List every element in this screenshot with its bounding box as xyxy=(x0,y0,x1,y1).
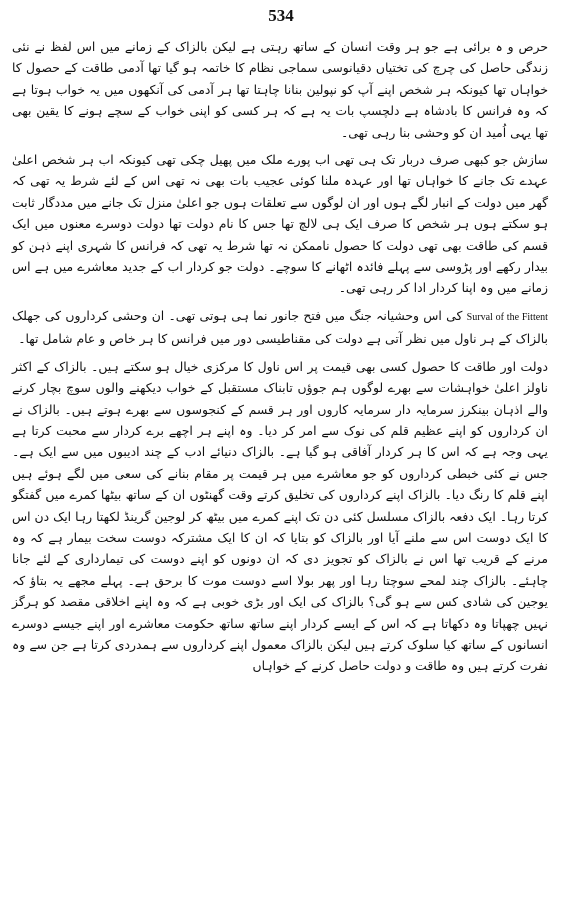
paragraph-survival xyxy=(12,305,548,350)
page-body xyxy=(12,36,548,683)
paragraph-survival-text-before: کی اس وحشیانہ جنگ میں فتح جانور نما ہی ہوتی تھی۔ ان وحشی xyxy=(112,307,463,323)
paragraph-conspiracy: سازش جو کبھی صرف دربار تک ہی تھی اب پورے ملک میں پھیل چکی تھی کیونکہ اب ہر شخص اعلیٰ عہدے تک جانے کا خواہاں تھا اور عہدہ ملنا کوئی عجیب بات بھی نہ تھی اس کے لئے شرط یہ تھی کہ گھر میں دولت کے انبار لگے ہوں اور ان لوگوں سے تعلقات ہوں جو اعلیٰ منزل تک جانے میں مددگار ثابت ہو سکتے ہوں ہر شخص کا صرف ایک ہی لالچ تھا جس کا نام دولت تھا دولت دوسرے معنوں میں ایک قسم کی طاقت بھی تھی دولت کا حصول ناممکن نہ تھا شرط یہ تھی کہ فرانس کا شہری اپنے ذہن کو بیدار رکھے اور پڑوسی سے پہلے فائدہ اٹھانے کا سوچے۔ دولت جو کردار اب کے جدید معاشرے میں ہے اس زمانے میں وہ اپنا کردار ادا کر رہی تھی۔ xyxy=(12,152,548,296)
page-number: 534 xyxy=(268,6,294,25)
paragraph-survival-text-after: کرداروں کی جھلک بالزاک کے ہر ناول میں نظر آتی ہے دولت کی مقناطیسی دور میں فرانس کا ہر خاص و عام شامل تھا۔ xyxy=(12,307,548,347)
paragraph-wealth-power: دولت اور طاقت کا حصول کسی بھی قیمت پر اس ناول کا مرکزی خیال ہو سکتے ہیں۔ بالزاک کے اکثر ناولز اعلیٰ خواہشات سے بھرے لوگوں ہم جوؤں تابناک مستقبل کے خواب دیکھنے والوں سوچ بچار کرنے والے اذہان بینکرز سرمایہ دار سرمایہ کاروں اور ہر قسم کے کنجوسوں سے بھرے ہوتے ہیں۔ بالزاک نے ان کرداروں کو اپنے عظیم قلم کی نوک سے امر کر دیا۔ وہ اپنے ہر اچھے برے کردار سے محبت کرتا ہے یہی وجہ ہے کہ اس کا ہر کردار آفاقی ہو گیا ہے۔ بالزاک دنیائے ادب کے چند ادیبوں میں سے ایک ہے۔ جس نے کئی خبطی کرداروں کو جو معاشرے میں ہر قیمت پر مقام بنانے کی سعی میں لگے ہوئے ہیں اپنے قلم کا رنگ دیا۔ بالزاک اپنے کرداروں کی تخلیق کرتے وقت گھنٹوں ان کے ساتھ بیٹھا کمرے میں گفتگو کرتا رہا۔ ایک دفعہ بالزاک مسلسل کئی دن تک اپنے کمرے میں بیٹھ کر لوجین گرینڈ لکھتا رہا ایک دن اس کا ایک دوست اس سے ملنے آیا اور بالزاک کو بتایا کہ ان کا ایک مشترکہ دوست سخت بیمار ہے کہ وہ مرنے کے قریب تھا اس نے بالزاک کو تجویز دی کہ ان دونوں کو اپنے دوست کی تیمارداری کے لئے جانا چاہئے۔ بالزاک چند لمحے سوچتا رہا اور پھر بولا اسے دوست موت کا برحق ہے۔ پہلے مجھے یہ بتاؤ کہ یوجین کی شادی کس سے ہو گی؟ بالزاک کی ایک اور بڑی خوبی ہے کہ وہ اپنے اخلاقی مقصد کو ہرگز نہیں چھپاتا وہ دکھاتا ہے کہ اس کے ایسے کردار اپنے ساتھ ساتھ حکومت معاشرے اور اپنے جیسے دوسرے انسانوں کے ساتھ کیا سلوک کرتے ہیں لیکن بالزاک معمول اپنے کرداروں سے ہمدردی کرتا ہے جن سے وہ نفرت کرتے ہیں وہ طاقت و دولت حاصل کرنے کے خواہاں xyxy=(12,358,548,674)
english-phrase: Surval of the Fittent xyxy=(466,311,548,323)
paragraph-greed: حرص و ہ برائی ہے جو ہر وقت انسان کے ساتھ رہتی ہے لیکن بالزاک کے زمانے میں اس لفظ نے نئی زندگی حاصل کی چرچ کی تختیاں دقیانوسی سماجی نظام کا خاتمہ ہو گیا تھا آدمی طاقت کے حصول کا خواہاں تھا کیونکہ ہر شخص اپنے آپ کو نپولین بنانا چاہتا تھا ہر آدمی کی آنکھوں میں یہ خواب ہوتا ہے کہ وہ فرانس کا بادشاہ ہے دلچسپ بات یہ ہے کہ ہر کسی کو اپنی خواب کے سچے ہونے کا یقین بھی تھا یہی اُمید ان کو وحشی بنا رہی تھی۔ xyxy=(12,39,548,140)
